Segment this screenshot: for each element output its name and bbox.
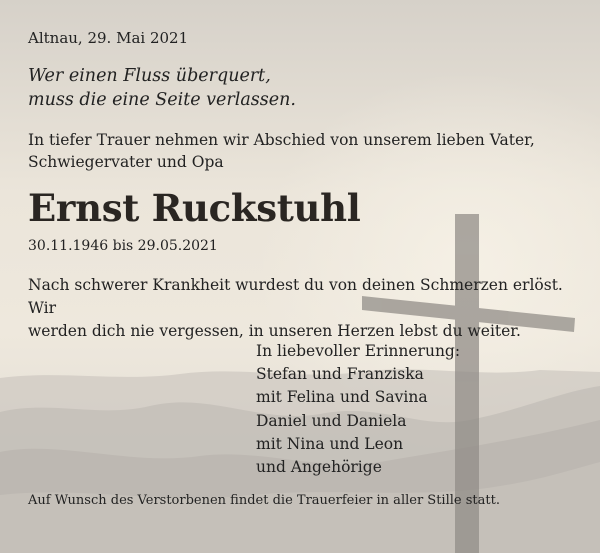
deceased-name: Ernst Ruckstuhl	[28, 186, 361, 230]
intro-text	[28, 129, 535, 173]
quote	[28, 64, 296, 112]
quote-line: muss die eine Seite verlassen.	[28, 90, 296, 110]
intro-line: Schwiegervater und Opa	[28, 153, 224, 171]
message-line: Nach schwerer Krankheit wurdest du von deinen Schmerzen erlöst. Wir	[28, 276, 563, 317]
mourner-line: und Angehörige	[256, 458, 382, 477]
mourner-line: Stefan und Franziska	[256, 365, 424, 384]
quote-line: Wer einen Fluss überquert,	[28, 66, 271, 86]
lifespan-dates: 30.11.1946 bis 29.05.2021	[28, 238, 218, 254]
mourner-line: mit Nina und Leon	[256, 434, 404, 453]
mourner-line: Daniel und Daniela	[256, 411, 407, 430]
place-date: Altnau, 29. Mai 2021	[28, 29, 189, 47]
farewell-message	[28, 274, 578, 343]
mourners-list	[256, 340, 460, 479]
mourner-line: mit Felina und Savina	[256, 388, 428, 407]
footer-note: Auf Wunsch des Verstorbenen findet die Trauerfeier in aller Stille statt.	[28, 493, 500, 508]
message-line: werden dich nie vergessen, in unseren Herzen lebst du weiter.	[28, 322, 521, 340]
mourner-line: In liebevoller Erinnerung:	[256, 342, 461, 360]
intro-line: In tiefer Trauer nehmen wir Abschied von unserem lieben Vater,	[28, 131, 535, 149]
